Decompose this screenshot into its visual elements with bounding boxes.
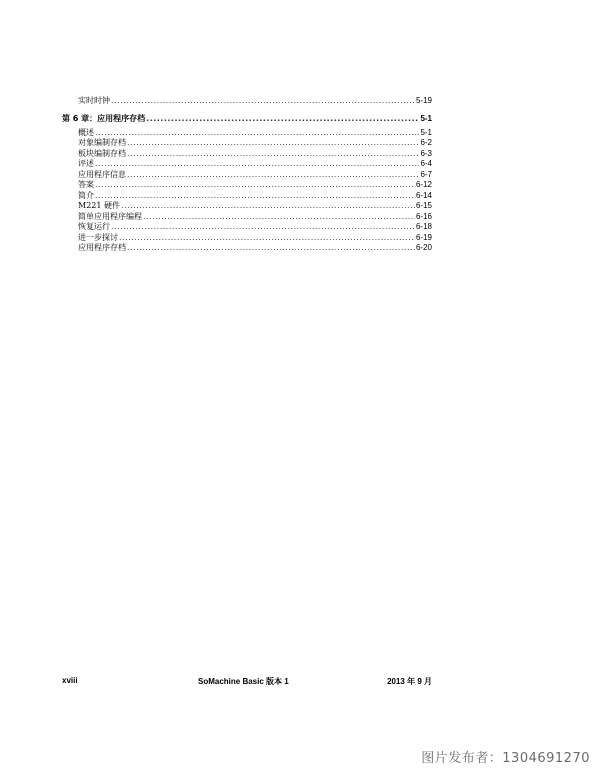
toc-chapter-6[interactable] [62, 112, 432, 126]
toc-entry-label: 进一步探讨 [78, 232, 118, 242]
toc-entry-simple-programming[interactable] [62, 212, 432, 223]
toc-chapter-label: 第 6 章：应用程序存档 [62, 113, 146, 123]
toc-entry-label: 对象编制存档 [78, 138, 126, 147]
toc-entry-object-documentation[interactable] [62, 138, 432, 149]
toc-entry-page: 6-7 [420, 169, 432, 179]
dot-leader [111, 96, 415, 107]
toc-entry-application-info[interactable] [62, 170, 432, 181]
toc-entry-page: 5-1 [420, 127, 432, 137]
page-footer [62, 676, 432, 688]
dot-leader [121, 201, 415, 212]
toc-entry-page: 6-18 [415, 222, 432, 231]
table-of-contents [62, 96, 432, 254]
toc-entry-page: 5-19 [415, 96, 432, 105]
toc-chapter-page: 5-1 [420, 113, 432, 123]
toc-entry-page: 6-4 [420, 159, 432, 168]
toc-entry-label: 评述 [78, 159, 94, 168]
toc-entry-label: 板块编制存档 [78, 148, 126, 158]
dot-leader [95, 159, 419, 170]
toc-entry-label: 应用程序存档 [78, 243, 126, 252]
dot-leader [127, 138, 419, 149]
dot-leader [127, 243, 415, 254]
toc-entry-page: 6-14 [415, 190, 432, 200]
toc-entry-realtime-clock[interactable] [62, 96, 432, 107]
watermark-text: 图片发布者：1304691270 [421, 751, 590, 766]
footer-date: 2013 年 9 月 [387, 677, 432, 686]
toc-entry-application-documentation[interactable] [62, 243, 432, 254]
toc-entry-page: 6-12 [415, 180, 432, 189]
toc-entry-answers[interactable] [62, 180, 432, 191]
toc-entry-comments[interactable] [62, 159, 432, 170]
toc-entry-label: 应用程序信息 [78, 169, 126, 179]
toc-entry-rung-documentation[interactable] [62, 149, 432, 160]
toc-entry-m221-hardware[interactable] [62, 201, 432, 212]
toc-entry-label: 简单应用程序编程 [78, 211, 142, 221]
toc-entry-label: 实时时钟 [78, 96, 110, 105]
toc-entry-further-discussion[interactable] [62, 233, 432, 244]
toc-entry-page: 6-3 [420, 148, 432, 158]
dot-leader [143, 212, 415, 223]
dot-leader [119, 233, 415, 244]
dot-leader [95, 128, 419, 139]
footer-page-number: xviii [62, 676, 78, 685]
toc-entry-label: 概述 [78, 127, 94, 137]
toc-entry-label: M221 硬件 [78, 201, 121, 210]
toc-entry-page: 6-16 [415, 211, 432, 221]
dot-leader [95, 191, 415, 202]
toc-entry-page: 6-15 [415, 201, 432, 210]
dot-leader [95, 180, 415, 191]
dot-leader [127, 170, 419, 181]
toc-entry-label: 简介 [78, 190, 94, 200]
toc-entry-resume-running[interactable] [62, 222, 432, 233]
toc-entry-page: 6-2 [420, 138, 432, 147]
footer-product-name: SoMachine Basic 版本 1 [198, 677, 289, 686]
dot-leader [111, 222, 415, 233]
dot-leader [146, 112, 419, 126]
toc-entry-page: 6-20 [415, 243, 432, 252]
toc-entry-label: 恢复运行 [78, 222, 110, 231]
toc-entry-label: 答案 [78, 180, 94, 189]
toc-entry-page: 6-19 [415, 232, 432, 242]
dot-leader [127, 149, 419, 160]
toc-entry-overview[interactable] [62, 128, 432, 139]
toc-entry-introduction[interactable] [62, 191, 432, 202]
